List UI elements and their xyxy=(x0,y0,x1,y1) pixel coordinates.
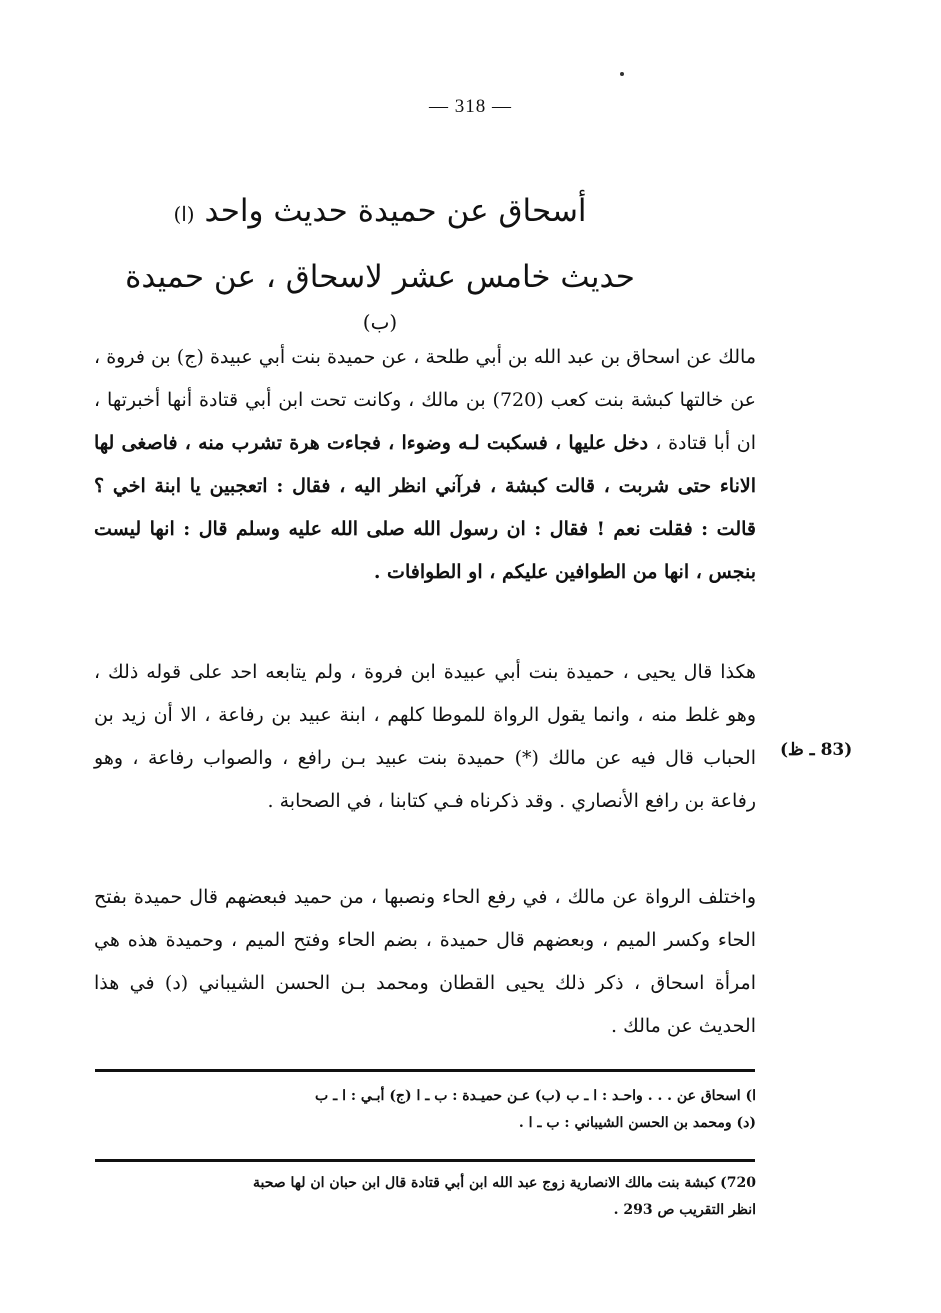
commentary-text-2: واختلف الرواة عن مالك ، في رفع الحاء ونصبها ، من حميد فبعضهم قال حميدة بفتح الحاء وكسر الميم ، وبعضهم قال حميدة ، بضم الحاء وفتح الميم ، وحميدة هذه هي امرأة اسحاق ، ذكر ذلك يحيى القطان ومحمد بـن الحسن الشيباني (د) في هذا الحديث عن مالك . xyxy=(94,886,756,1037)
footnote-marker-a: (ا) xyxy=(173,202,195,226)
footnote-divider-1 xyxy=(95,1069,755,1072)
footnote-biography-line-2: انظر التقريب ص 293 . xyxy=(613,1202,756,1218)
chapter-title xyxy=(120,190,640,235)
hadith-isnad-text: مالك عن اسحاق بن عبد الله بن أبي طلحة ، عن حميدة بنت أبي عبيدة (ج) بن فروة ، عن خالتها كبشة بنت كعب (720) بن مالك ، وكانت تحت ابن أبي قتادة أنها أخبرتها ، ان أبا قتادة ، xyxy=(94,346,757,454)
footnote-variants-line-2: (د) ومحمد بن الحسن الشيباني : ب ـ ا . xyxy=(518,1115,756,1131)
footnote-biography-line-1: 720) كبشة بنت مالك الانصارية زوج عبد الله ابن أبي قتادة قال ابن حبان ان لها صحبة xyxy=(252,1175,756,1191)
hadith-heading-text: حديث خامس عشر لاسحاق ، عن حميدة xyxy=(125,259,635,295)
commentary-paragraph-1 xyxy=(94,651,756,823)
hadith-heading xyxy=(120,256,640,343)
footnote-marker-b: (ب) xyxy=(362,310,398,334)
commentary-paragraph-2 xyxy=(94,876,756,1048)
chapter-title-text: أسحاق عن حميدة حديث واحد xyxy=(204,193,587,229)
footnote-variants xyxy=(94,1083,756,1137)
footnote-variants-line-1: ا) اسحاق عن . . . واحـد : ا ـ ب (ب) عـن حميـدة : ب ـ ا (ج) أبـي : ا ـ ب xyxy=(315,1088,756,1104)
commentary-text-1: هكذا قال يحيى ، حميدة بنت أبي عبيدة ابن فروة ، ولم يتابعه احد على قوله ذلك ، وهو غلط منه ، وانما يقول الرواة للموطا كلهم ، ابنة عبيد بن رفاعة ، الا أن زيد بن الحباب قال فيه عن مالك (*) حميدة بنت عبيد بـن رافع ، والصواب رفاعة ، وهو رفاعة بن رافع الأنصاري . وقد ذكرناه فـي كتابنا ، في الصحابة . xyxy=(94,661,756,812)
manuscript-folio-note: (83 ـ ظ) xyxy=(780,740,853,760)
page-number: — 318 — xyxy=(429,96,512,117)
hadith-matn-text: دخل عليها ، فسكبت لـه وضوءا ، فجاءت هرة تشرب منه ، فاصغى لها الاناء حتى شربت ، قالت كبشة ، فرآني انظر اليه ، فقال : اتعجبين يا ابنة اخي ؟ قالت : فقلت نعم ! فقال : ان رسول الله صلى الله عليه وسلم قال : انها ليست بنجس ، انها من الطوافين عليكم ، او الطوافات . xyxy=(94,432,756,583)
footnote-divider-2 xyxy=(95,1159,755,1162)
footnote-biography xyxy=(94,1170,756,1224)
hadith-paragraph xyxy=(94,336,756,594)
ink-speck xyxy=(620,72,624,76)
